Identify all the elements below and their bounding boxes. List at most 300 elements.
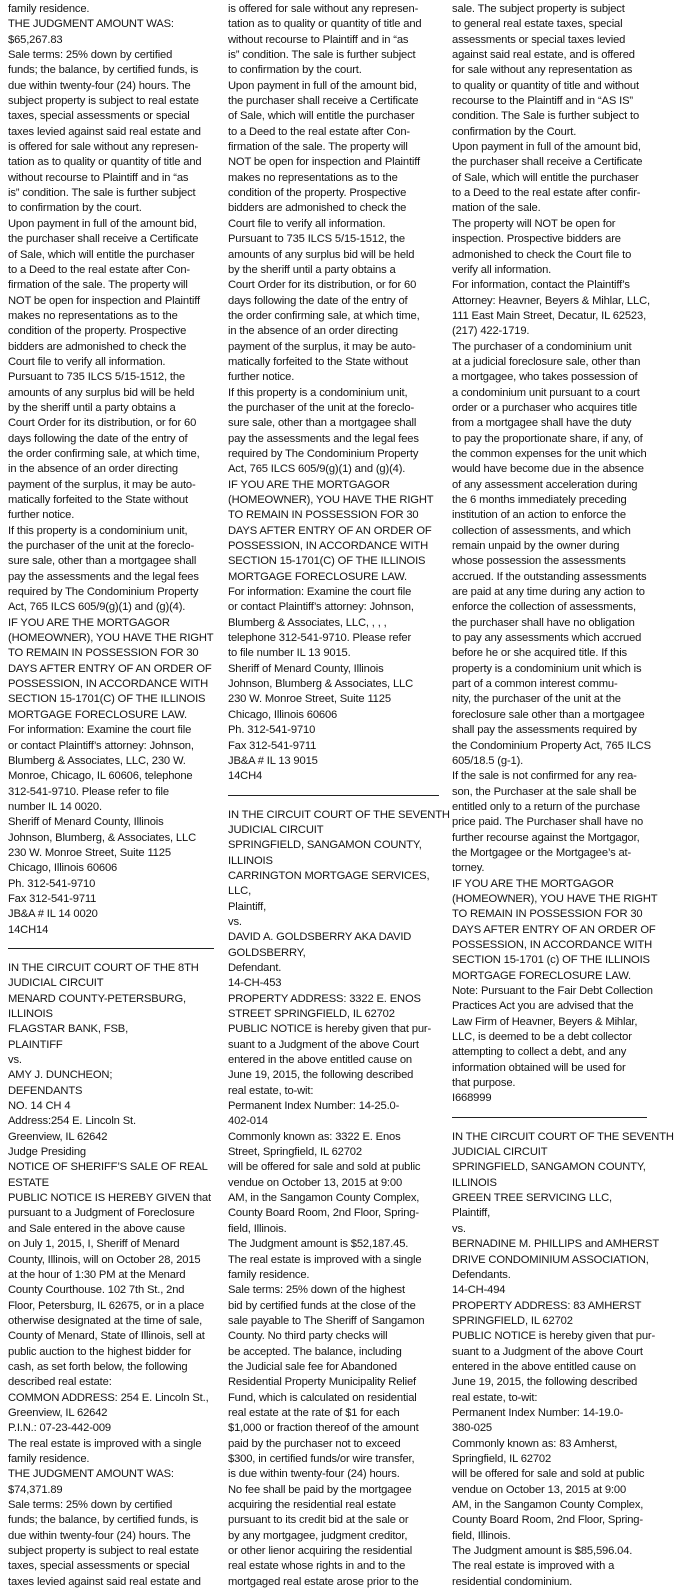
notice-line: Johnson, Blumberg, & Associates, LLC bbox=[8, 831, 196, 844]
notice-line: Address:254 E. Lincoln St. bbox=[8, 1115, 136, 1128]
notice-line: to a Deed to the real estate after confir- bbox=[452, 187, 641, 200]
notice-line: matically forfeited to the State without bbox=[8, 494, 188, 506]
notice-line: sure sale, other than a mortgagee shall bbox=[8, 555, 197, 568]
notice-line: 380-025 bbox=[452, 1422, 493, 1435]
notice-line: Blumberg & Associates, LLC, 230 W. bbox=[8, 754, 186, 767]
notice-line: Fax 312-541-9711 bbox=[228, 739, 317, 752]
notice-line: from a mortgagee shall have the duty bbox=[452, 417, 632, 430]
notice-line: FLAGSTAR BANK, FSB, bbox=[8, 1023, 129, 1036]
notice-line: subject property is subject to real estate bbox=[8, 1545, 199, 1558]
notice-line: For information: Examine the court file bbox=[228, 586, 412, 599]
notice-line: CARRINGTON MORTGAGE SERVICES, bbox=[228, 869, 430, 882]
notice-line: funds; the balance, by certified funds, is bbox=[8, 1514, 199, 1527]
notice-line: that purpose. bbox=[452, 1077, 516, 1090]
notice-line: vendue on October 13, 2015 at 9:00 bbox=[452, 1483, 627, 1496]
notice-line: County, Illinois, will on October 28, 2015 bbox=[8, 1253, 201, 1266]
notice-column-1 bbox=[8, 2, 214, 1590]
notice-line: ILLINOIS bbox=[228, 854, 273, 867]
notice-line: tation as to quality or quantity of title and bbox=[8, 156, 202, 169]
notice-line: taxes, special assessments or special bbox=[8, 1560, 190, 1573]
notice-line: firmation of the sale. The property will bbox=[228, 141, 408, 154]
notice-line: before he or she acquired title. If this bbox=[452, 647, 627, 660]
notice-line: sale. The subject property is subject bbox=[452, 3, 625, 15]
notice-line: THE JUDGMENT AMOUNT WAS: bbox=[8, 18, 174, 31]
notice-line: pay the assessments and the legal fees bbox=[8, 570, 199, 583]
notice-line: further recourse against the Mortgagor, bbox=[452, 831, 640, 844]
legal-notice bbox=[8, 961, 214, 1590]
notice-line: the 6 months immediately preceding bbox=[452, 494, 627, 506]
notice-line: Residential Property Municipality Relief bbox=[228, 1376, 417, 1389]
notice-line: makes no representations as to the bbox=[8, 309, 178, 322]
notice-line: shall pay the assessments required by bbox=[452, 724, 637, 737]
notice-line: JUDICIAL CIRCUIT bbox=[228, 823, 324, 836]
notice-line: makes no representations as to the bbox=[228, 171, 398, 184]
notice-line: The real estate is improved with a bbox=[452, 1560, 615, 1573]
notice-line: IN THE CIRCUIT COURT OF THE 8TH bbox=[8, 961, 199, 974]
notice-line: ILLINOIS bbox=[452, 1176, 497, 1189]
notice-line: of any assessment acceleration during bbox=[452, 478, 638, 491]
notice-line: County of Menard, State of Illinois, sell at bbox=[8, 1330, 205, 1343]
notice-line: are paid at any time during any action to bbox=[452, 586, 645, 599]
notice-line: inspection. Prospective bidders are bbox=[452, 233, 621, 246]
notice-line: suant to a Judgment of the above Court bbox=[452, 1345, 643, 1358]
notice-line: AMY J. DUNCHEON; bbox=[8, 1069, 113, 1082]
legal-notice bbox=[228, 2, 439, 785]
notice-line: required by The Condominium Property bbox=[8, 586, 199, 599]
notice-line: bid by certified funds at the close of the bbox=[228, 1299, 416, 1312]
notice-line: whose possession the assessments bbox=[452, 555, 626, 568]
notice-line: COMMON ADDRESS: 254 E. Lincoln St., bbox=[8, 1391, 209, 1404]
notice-line: Pursuant to 735 ILCS 5/15-1512, the bbox=[228, 233, 405, 246]
legal-notice bbox=[8, 2, 214, 938]
notice-line: of Sale, which will entitle the purchaser bbox=[228, 110, 415, 123]
notice-line: The real estate is improved with a single bbox=[8, 1437, 202, 1450]
notice-line: condition. The Sale is further subject to bbox=[452, 110, 640, 123]
notice-line: foreclosure sale other than a mortgagee bbox=[452, 708, 645, 721]
notice-divider bbox=[452, 1117, 647, 1118]
notice-line: (HOMEOWNER), YOU HAVE THE RIGHT bbox=[8, 632, 214, 645]
notice-line: by the sheriff until a party obtains a bbox=[8, 401, 176, 414]
notice-line: POSSESSION, IN ACCORDANCE WITH bbox=[8, 678, 209, 691]
notice-line: to file number IL 13 9015. bbox=[228, 647, 351, 660]
notice-line: (217) 422-1719. bbox=[452, 325, 530, 338]
notice-line: institution of an action to enforce the bbox=[452, 509, 626, 522]
notice-line: Sale terms: 25% down of the highest bbox=[228, 1284, 405, 1297]
notice-line: a mortgagee, who takes possession of bbox=[452, 371, 638, 384]
notice-line: the purchaser shall have no obligation bbox=[452, 616, 635, 629]
notice-line: For information, contact the Plaintiff’s bbox=[452, 279, 630, 292]
notice-line: collection of assessments, and which bbox=[452, 524, 631, 537]
notice-line: Sale terms: 25% down by certified bbox=[8, 1499, 173, 1511]
notice-line: property is a condominium unit which is bbox=[452, 662, 642, 675]
notice-line: If the sale is not confirmed for any rea- bbox=[452, 770, 637, 783]
notice-line: GOLDSBERRY, bbox=[228, 946, 306, 959]
notice-line: I668999 bbox=[452, 1092, 492, 1105]
notice-line: tation as to quality or quantity of title and bbox=[228, 18, 422, 31]
notice-line: vs. bbox=[228, 915, 242, 928]
notice-line: 111 East Main Street, Decatur, IL 62523, bbox=[452, 309, 647, 322]
notice-line: P.I.N.: 07-23-442-009 bbox=[8, 1422, 111, 1435]
notice-line: price paid. The Purchaser shall have no bbox=[452, 816, 644, 829]
notice-line: to general real estate taxes, special bbox=[452, 18, 623, 31]
notice-line: Defendant. bbox=[228, 961, 282, 974]
notice-line: telephone 312-541-9710. Please refer bbox=[228, 632, 412, 645]
notice-line: Sale terms: 25% down by certified bbox=[8, 49, 173, 62]
notice-line: vendue on October 13, 2015 at 9:00 bbox=[228, 1176, 403, 1189]
notice-line: assessments or special taxes levied bbox=[452, 33, 626, 46]
notice-line: Commonly known as: 3322 E. Enos bbox=[228, 1130, 401, 1143]
notice-line: to a Deed to the real estate after Con- bbox=[8, 263, 190, 276]
notice-line: MORTGAGE FORECLOSURE LAW. bbox=[228, 570, 408, 583]
notice-line: the purchaser of the unit at the foreclo- bbox=[8, 540, 195, 553]
notice-line: $74,371.89 bbox=[8, 1483, 63, 1496]
notice-line: 402-014 bbox=[228, 1115, 269, 1128]
notice-line: Sheriff of Menard County, Illinois bbox=[8, 816, 164, 829]
notice-line: to confirmation by the court. bbox=[228, 64, 362, 77]
notice-line: taxes levied against said real estate and bbox=[8, 125, 201, 138]
notice-line: Act, 765 ILCS 605/9(g)(1) and (g)(4). bbox=[228, 463, 406, 476]
notice-line: to a Deed to the real estate after Con- bbox=[228, 125, 410, 138]
notice-line: DAYS AFTER ENTRY OF AN ORDER OF bbox=[452, 923, 656, 936]
notice-line: paid by the purchaser not to exceed bbox=[228, 1437, 401, 1450]
notice-line: is offered for sale without any represen- bbox=[228, 3, 419, 15]
notice-line: MENARD COUNTY-PETERSBURG, bbox=[8, 992, 186, 1005]
notice-line: at a judicial foreclosure sale, other than bbox=[452, 355, 641, 368]
notice-line: Blumberg & Associates, LLC, , , , bbox=[228, 616, 387, 629]
notice-line: is offered for sale without any represen- bbox=[8, 141, 199, 154]
notice-line: pay the assessments and the legal fees bbox=[228, 432, 419, 445]
notice-line: 230 W. Monroe Street, Suite 1125 bbox=[228, 693, 391, 706]
notice-line: Upon payment in full of the amount bid, bbox=[8, 217, 197, 230]
notice-line: or contact Plaintiff’s attorney: Johnson, bbox=[8, 739, 194, 752]
notice-line: PUBLIC NOTICE is hereby given that pur- bbox=[228, 1023, 432, 1036]
notice-line: will be offered for sale and sold at public bbox=[452, 1468, 645, 1481]
notice-line: accrued. If the outstanding assessments bbox=[452, 570, 647, 583]
notice-line: Plaintiff, bbox=[228, 900, 267, 913]
notice-line: taxes levied against said real estate and bbox=[8, 1575, 201, 1588]
notice-line: field, Illinois. bbox=[228, 1222, 287, 1235]
notice-line: The Judgment amount is $85,596.04. bbox=[452, 1545, 633, 1558]
notice-line: DAVID A. GOLDSBERRY AKA DAVID bbox=[228, 931, 412, 944]
notice-line: vs. bbox=[452, 1222, 466, 1235]
notice-line: June 19, 2015, the following described bbox=[228, 1069, 414, 1082]
notice-line: DEFENDANTS bbox=[8, 1084, 83, 1097]
notice-line: to pay the proportionate share, if any, of bbox=[452, 432, 643, 445]
notice-line: Court file to verify all information. bbox=[8, 355, 166, 368]
notice-line: PUBLIC NOTICE is hereby given that pur- bbox=[452, 1330, 656, 1343]
notice-line: IN THE CIRCUIT COURT OF THE SEVENTH bbox=[452, 1130, 674, 1143]
notice-line: recourse to the Plaintiff and in “AS IS” bbox=[452, 95, 633, 108]
notice-line: days following the date of the entry of bbox=[8, 432, 188, 445]
notice-line: enforce the collection of assessments, bbox=[452, 601, 636, 614]
notice-line: Court Order for its distribution, or for 60 bbox=[228, 279, 417, 292]
notice-line: Note: Pursuant to the Fair Debt Collection bbox=[452, 985, 653, 997]
notice-line: The property will NOT be open for bbox=[452, 217, 616, 230]
notice-line: POSSESSION, IN ACCORDANCE WITH bbox=[452, 938, 653, 951]
notice-line: entered in the above entitled cause on bbox=[452, 1360, 637, 1373]
notice-line: sure sale, other than a mortgagee shall bbox=[228, 417, 417, 430]
notice-line: payment of the surplus, it may be auto- bbox=[8, 478, 196, 491]
notice-line: DAYS AFTER ENTRY OF AN ORDER OF bbox=[8, 662, 212, 675]
notice-line: matically forfeited to the State without bbox=[228, 355, 408, 368]
notice-line: will be offered for sale and sold at public bbox=[228, 1161, 421, 1174]
notice-line: Upon payment in full of the amount bid, bbox=[452, 141, 641, 154]
notice-line: vs. bbox=[8, 1054, 22, 1067]
notice-line: Monroe, Chicago, IL 60606, telephone bbox=[8, 770, 193, 783]
notice-line: further notice. bbox=[228, 371, 295, 384]
notice-line: real estate, to-wit: bbox=[228, 1084, 314, 1097]
notice-line: 14CH14 bbox=[8, 923, 49, 936]
notice-line: Practices Act you are advised that the bbox=[452, 1000, 634, 1013]
notice-line: SPRINGFIELD, SANGAMON COUNTY, bbox=[228, 839, 422, 852]
notice-line: the purchaser shall receive a Certificate bbox=[8, 233, 199, 246]
notice-line: AM, in the Sangamon County Complex, bbox=[452, 1499, 644, 1511]
notice-divider bbox=[8, 948, 214, 949]
notice-line: Fax 312-541-9711 bbox=[8, 892, 97, 905]
notice-line: described real estate: bbox=[8, 1376, 112, 1389]
notice-line: Permanent Index Number: 14-25.0- bbox=[228, 1100, 400, 1113]
notice-line: Chicago, Illinois 60606 bbox=[228, 708, 338, 721]
notice-line: TO REMAIN IN POSSESSION FOR 30 bbox=[452, 908, 643, 921]
notice-line: POSSESSION, IN ACCORDANCE WITH bbox=[228, 540, 429, 553]
notice-line: Permanent Index Number: 14-19.0- bbox=[452, 1406, 624, 1419]
notice-line: suant to a Judgment of the above Court bbox=[228, 1038, 419, 1051]
notice-line: Greenview, IL 62642 bbox=[8, 1130, 108, 1143]
notice-line: GREEN TREE SERVICING LLC, bbox=[452, 1192, 612, 1205]
notice-line: mation of the sale. bbox=[452, 202, 541, 215]
notice-line: Law Firm of Heavner, Beyers & Mihlar, bbox=[452, 1015, 638, 1028]
notice-line: taxes, special assessments or special bbox=[8, 110, 190, 123]
notice-line: funds; the balance, by certified funds, is bbox=[8, 64, 199, 77]
notice-line: without recourse to Plaintiff and in “as bbox=[8, 171, 189, 184]
notice-line: If this property is a condominium unit, bbox=[8, 524, 188, 537]
notice-line: real estate, to-wit: bbox=[452, 1391, 538, 1404]
notice-line: NO. 14 CH 4 bbox=[8, 1100, 71, 1113]
notice-line: 605/18.5 (g-1). bbox=[452, 754, 524, 767]
notice-line: against said real estate, and is offered bbox=[452, 49, 635, 62]
notice-line: the Judicial sale fee for Abandoned bbox=[228, 1360, 397, 1373]
notice-line: further notice. bbox=[8, 509, 75, 522]
notice-line: SECTION 15-1701 (c) OF THE ILLINOIS bbox=[452, 954, 650, 967]
notice-line: Street, Springfield, IL 62702 bbox=[228, 1146, 362, 1159]
notice-line: in the absence of an order directing bbox=[228, 325, 398, 338]
notice-line: at the hour of 1:30 PM at the Menard bbox=[8, 1268, 186, 1281]
notice-line: Attorney: Heavner, Beyers & Mihlar, LLC, bbox=[452, 294, 650, 307]
notice-line: 312-541-9710. Please refer to file bbox=[8, 785, 169, 798]
notice-line: is” condition. The sale is further subject bbox=[8, 187, 196, 200]
notice-line: or contact Plaintiff’s attorney: Johnson, bbox=[228, 601, 414, 614]
notice-line: JUDICIAL CIRCUIT bbox=[8, 977, 104, 990]
notice-line: amounts of any surplus bid will be held bbox=[8, 386, 195, 399]
notice-line: entered in the above entitled cause on bbox=[228, 1054, 413, 1067]
notice-line: payment of the surplus, it may be auto- bbox=[228, 340, 416, 353]
notice-line: Sheriff of Menard County, Illinois bbox=[228, 662, 384, 675]
notice-line: is” condition. The sale is further subject bbox=[228, 49, 416, 62]
notice-line: field, Illinois. bbox=[452, 1529, 511, 1542]
notice-line: Commonly known as: 83 Amherst, bbox=[452, 1437, 618, 1450]
notice-line: the purchaser shall receive a Certificate bbox=[452, 156, 643, 169]
notice-line: 14-CH-453 bbox=[228, 977, 282, 990]
notice-line: IN THE CIRCUIT COURT OF THE SEVENTH bbox=[228, 808, 450, 821]
notice-line: by any mortgagee, judgment creditor, bbox=[228, 1529, 408, 1542]
notice-line: 14-CH-494 bbox=[452, 1284, 506, 1297]
notice-line: son, the Purchaser at the sale shall be bbox=[452, 785, 637, 798]
notice-line: Springfield, IL 62702 bbox=[452, 1452, 552, 1465]
notice-line: the order confirming sale, at which time, bbox=[8, 447, 200, 460]
notice-column-2 bbox=[228, 2, 450, 1590]
notice-line: condition of the property. Prospective bbox=[228, 187, 407, 200]
notice-line: pursuant to its credit bid at the sale or bbox=[228, 1514, 409, 1527]
notice-line: ESTATE bbox=[8, 1176, 49, 1189]
notice-line: Court Order for its distribution, or for 60 bbox=[8, 417, 197, 430]
notice-line: No fee shall be paid by the mortgagee bbox=[228, 1483, 412, 1496]
notice-line: public auction to the highest bidder for bbox=[8, 1345, 192, 1358]
notice-line: SECTION 15-1701(C) OF THE ILLINOIS bbox=[8, 693, 206, 706]
notice-line: attempting to collect a debt, and any bbox=[452, 1046, 627, 1059]
notice-line: TO REMAIN IN POSSESSION FOR 30 bbox=[228, 509, 419, 522]
notice-line: JB&A # IL 13 9015 bbox=[228, 754, 318, 767]
notice-line: County Board Room, 2nd Floor, Spring- bbox=[452, 1514, 643, 1527]
notice-line: Upon payment in full of the amount bid, bbox=[228, 79, 417, 92]
notice-line: mortgaged real estate arose prior to the bbox=[228, 1575, 419, 1588]
notice-line: $1,000 or fraction thereof of the amount bbox=[228, 1422, 419, 1435]
notice-divider bbox=[228, 795, 439, 796]
notice-line: the purchaser shall receive a Certificate bbox=[228, 95, 419, 108]
notice-line: by the sheriff until a party obtains a bbox=[228, 263, 396, 276]
notice-line: TO REMAIN IN POSSESSION FOR 30 bbox=[8, 647, 199, 660]
notice-line: The purchaser of a condominium unit bbox=[452, 340, 632, 353]
notice-line: Fund, which is calculated on residential bbox=[228, 1391, 417, 1404]
notice-column-3 bbox=[452, 2, 674, 1590]
notice-line: THE JUDGMENT AMOUNT WAS: bbox=[8, 1468, 174, 1481]
notice-line: of Sale, which will entitle the purchaser bbox=[8, 248, 195, 261]
notice-line: 230 W. Monroe Street, Suite 1125 bbox=[8, 846, 171, 859]
notice-line: PLAINTIFF bbox=[8, 1038, 63, 1051]
notice-line: to confirmation by the court. bbox=[8, 202, 142, 215]
notice-line: the purchaser of the unit at the foreclo- bbox=[228, 401, 415, 414]
notice-line: admonished to check the Court file to bbox=[452, 248, 632, 261]
notice-line: LLC, is deemed to be a debt collector bbox=[452, 1031, 632, 1044]
notice-line: Pursuant to 735 ILCS 5/15-1512, the bbox=[8, 371, 185, 384]
notice-line: Ph. 312-541-9710 bbox=[228, 724, 316, 737]
notice-line: Act, 765 ILCS 605/9(g)(1) and (g)(4). bbox=[8, 601, 186, 614]
notice-line: bidders are admonished to check the bbox=[228, 202, 407, 215]
notice-line: (HOMEOWNER), YOU HAVE THE RIGHT bbox=[452, 892, 658, 905]
notice-line: amounts of any surplus bid will be held bbox=[228, 248, 415, 261]
notice-line: required by The Condominium Property bbox=[228, 447, 419, 460]
notice-line: bidders are admonished to check the bbox=[8, 340, 187, 353]
notice-line: ILLINOIS bbox=[8, 1008, 53, 1020]
notice-line: DRIVE CONDOMINIUM ASSOCIATION, bbox=[452, 1253, 649, 1266]
notice-line: the Condominium Property Act, 765 ILCS bbox=[452, 739, 651, 752]
notice-line: Ph. 312-541-9710 bbox=[8, 877, 96, 890]
notice-line: order or a purchaser who acquires title bbox=[452, 401, 638, 414]
notice-line: torney. bbox=[452, 862, 485, 875]
notice-line: $300, in certified funds/or wire transfer, bbox=[228, 1452, 415, 1465]
notice-line: PROPERTY ADDRESS: 83 AMHERST bbox=[452, 1299, 642, 1312]
notice-line: is due within twenty-four (24) hours. bbox=[228, 1468, 400, 1481]
notice-line: family residence. bbox=[8, 1452, 90, 1465]
notice-line: 14CH4 bbox=[228, 770, 263, 783]
notice-line: remain unpaid by the owner during bbox=[452, 540, 620, 553]
notice-line: $65,267.83 bbox=[8, 33, 63, 46]
notice-line: subject property is subject to real estate bbox=[8, 95, 199, 108]
notice-line: JUDICIAL CIRCUIT bbox=[452, 1146, 548, 1159]
notice-line: firmation of the sale. The property will bbox=[8, 279, 188, 292]
notice-line: nity, the purchaser of the unit at the bbox=[452, 693, 621, 706]
notice-line: MORTGAGE FORECLOSURE LAW. bbox=[452, 969, 632, 982]
notice-line: The Judgment amount is $52,187.45. bbox=[228, 1238, 409, 1251]
legal-notice bbox=[452, 2, 658, 1107]
notice-line: or other lienor acquiring the residential bbox=[228, 1545, 413, 1558]
notice-line: NOTICE OF SHERIFF’S SALE OF REAL bbox=[8, 1161, 208, 1174]
notice-line: due within twenty-four (24) hours. The bbox=[8, 79, 191, 92]
notice-line: JB&A # IL 14 0020 bbox=[8, 908, 98, 921]
notice-line: confirmation by the Court. bbox=[452, 125, 577, 138]
notice-line: number IL 14 0020. bbox=[8, 800, 102, 813]
notice-line: part of a common interest commu- bbox=[452, 678, 618, 691]
notice-line: County. No third party checks will bbox=[228, 1330, 388, 1343]
notice-line: County Board Room, 2nd Floor, Spring- bbox=[228, 1207, 419, 1220]
notice-line: real estate at the rate of $1 for each bbox=[228, 1406, 400, 1419]
notice-line: and Sale entered in the above cause bbox=[8, 1222, 185, 1235]
notice-line: NOT be open for inspection and Plaintiff bbox=[228, 156, 420, 169]
notice-line: SPRINGFIELD, SANGAMON COUNTY, bbox=[452, 1161, 646, 1174]
notice-line: be accepted. The balance, including bbox=[228, 1345, 402, 1358]
notice-line: pursuant to a Judgment of Foreclosure bbox=[8, 1207, 195, 1220]
legal-notice bbox=[452, 1130, 674, 1590]
notice-line: For information: Examine the court file bbox=[8, 724, 192, 737]
notice-line: STREET SPRINGFIELD, IL 62702 bbox=[228, 1008, 395, 1020]
notice-line: LLC, bbox=[228, 885, 252, 898]
notice-line: the Mortgagee or the Mortgagee’s at- bbox=[452, 846, 632, 859]
notice-line: (HOMEOWNER), YOU HAVE THE RIGHT bbox=[228, 494, 434, 506]
notice-line: Judge Presiding bbox=[8, 1146, 86, 1159]
notice-line: the common expenses for the unit which bbox=[452, 447, 647, 460]
notice-line: cash, as set forth below, the following bbox=[8, 1360, 188, 1373]
notice-line: to pay any assessments which accrued bbox=[452, 632, 642, 645]
notice-line: days following the date of the entry of bbox=[228, 294, 408, 307]
notice-line: a condominium unit pursuant to a court bbox=[452, 386, 640, 399]
notice-line: If this property is a condominium unit, bbox=[228, 386, 408, 399]
notice-line: PROPERTY ADDRESS: 3322 E. ENOS bbox=[228, 992, 421, 1005]
notice-line: for sale without any representation as bbox=[452, 64, 633, 77]
notice-line: AM, in the Sangamon County Complex, bbox=[228, 1192, 420, 1205]
notice-line: SECTION 15-1701(C) OF THE ILLINOIS bbox=[228, 555, 426, 568]
notice-line: in the absence of an order directing bbox=[8, 463, 178, 476]
notice-line: verify all information. bbox=[452, 263, 552, 276]
notice-line: Johnson, Blumberg & Associates, LLC bbox=[228, 678, 414, 691]
notice-line: sale payable to The Sheriff of Sangamon bbox=[228, 1314, 425, 1327]
notice-line: IF YOU ARE THE MORTGAGOR bbox=[228, 478, 390, 491]
notice-line: PUBLIC NOTICE IS HEREBY GIVEN that bbox=[8, 1192, 211, 1205]
notice-line: the order confirming sale, at which time, bbox=[228, 309, 420, 322]
notice-line: otherwise designated at the time of sale, bbox=[8, 1314, 203, 1327]
notice-line: County Courthouse. 102 7th St., 2nd bbox=[8, 1284, 185, 1297]
notice-line: Plaintiff, bbox=[452, 1207, 491, 1220]
notice-line: SPRINGFIELD, IL 62702 bbox=[452, 1314, 573, 1327]
notice-line: acquiring the residential real estate bbox=[228, 1499, 396, 1511]
notice-line: MORTGAGE FORECLOSURE LAW. bbox=[8, 708, 188, 721]
notice-line: Defendants. bbox=[452, 1268, 511, 1281]
notice-line: Greenview, IL 62642 bbox=[8, 1406, 108, 1419]
notice-line: IF YOU ARE THE MORTGAGOR bbox=[452, 877, 614, 890]
notice-line: entitled only to a return of the purchase bbox=[452, 800, 640, 813]
notice-line: residential condominium. bbox=[452, 1575, 573, 1588]
notice-line: without recourse to Plaintiff and in “as bbox=[228, 33, 409, 46]
notice-line: to quality or quantity of title and without bbox=[452, 79, 639, 92]
notice-line: on July 1, 2015, I, Sheriff of Menard bbox=[8, 1238, 180, 1251]
